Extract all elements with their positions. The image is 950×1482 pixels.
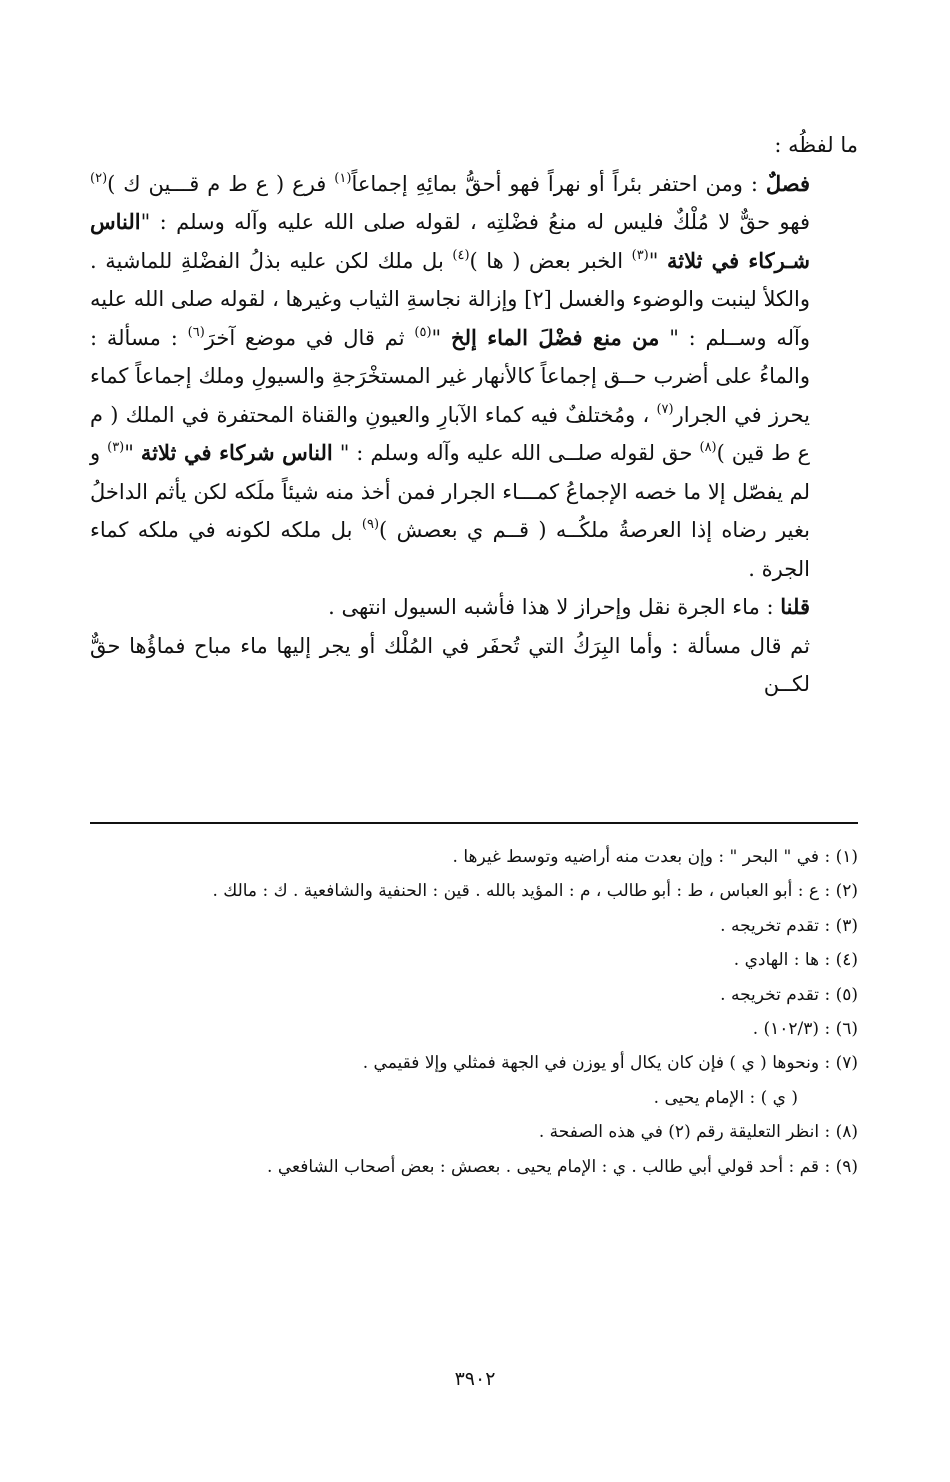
footnote-ref-9[interactable]: (٩) <box>361 517 380 532</box>
footnote-ref-4[interactable]: (٤) <box>452 247 470 263</box>
text-run: : مسألة : والماءُ على أضرب حــق إجماعاً كالأنهار غير المستخْرَجةِ والسيولِ وملك إجماعاً كماء يحرز في الجرار <box>90 325 810 427</box>
footnote-ref-5[interactable]: (٥) <box>414 324 432 340</box>
footnote-5: (٥) : تقدم تخريجه . <box>720 984 858 1005</box>
page-number: ٣٩٠٢ <box>454 1368 496 1390</box>
footnote-4: (٤) : ها : الهادي . <box>733 950 858 971</box>
footnote-2: (٢) : ع : أبو العباس ، ط : أبو طالب ، م : المؤيد بالله . قين : الحنفية والشافعية . ك : مالك . <box>212 881 858 902</box>
text-run: فهو حقٌّ لا مُلْكٌ فليس له منعُ فضْلتِه ، لقوله صلى الله عليه وآله وسلم : " <box>140 210 810 234</box>
footnote-ref-2[interactable]: (٢) <box>90 170 108 186</box>
footnote-7: (٧) : ونحوها ( ي ) فإن كان يكال أو يوزن في الجهة فمثلي وإلا فقيمي . <box>362 1053 858 1074</box>
text-run: الخبر بعض ( ها ) <box>469 248 632 273</box>
reply-paragraph <box>90 588 858 627</box>
footnote-ref-3-repeat[interactable]: (٣) <box>107 440 125 455</box>
footnote-ref-7[interactable]: (٧) <box>656 401 674 417</box>
text-run: " <box>648 248 667 273</box>
text-run: بل ملك لكن عليه بذلُ الفضْلةِ للماشية . والكلأ لينبت والوضوء والغسل [٢] وإزالة نجاسةِ الثياب وغيرها ، لقوله صلى الله عليه وآله وســلم : " <box>90 248 810 350</box>
footnote-7-continuation: ( ي ) : الإمام يحيى . <box>653 1087 798 1108</box>
footnotes <box>90 840 858 1184</box>
text-run: " <box>124 441 141 465</box>
footnote-ref-8[interactable]: (٨) <box>699 440 717 455</box>
section-heading: فصلٌ <box>765 170 810 196</box>
footnote-ref-3[interactable]: (٣) <box>631 247 649 263</box>
footnote-ref-6[interactable]: (٦) <box>187 324 205 340</box>
hadith-quote: الناس شـركاء في ثلاثة <box>90 209 811 273</box>
text-run: : ومن احتفر بئراً أو نهراً فهو أحقُّ بمائِهِ إجماعاً <box>351 171 766 196</box>
hadith-quote: الناس شركاء في ثلاثة <box>140 440 333 465</box>
text-run: و لم يفصّل إلا ما خصه الإجماعُ كمـــاء الجرار فمن أخذ منه شيئاً ملَكه لكن يأثم الداخلُ بغير رضاه إذا العرصةُ ملكُــه ( قــم ي بعصش ) <box>90 441 810 542</box>
footnote-8: (٨) : انظر التعليقة رقم (٢) في هذه الصفحة . <box>538 1122 858 1143</box>
footnote-1: (١) : في " البحر " : وإن بعدت منه أراضيه وتوسط غيرها . <box>452 847 858 867</box>
footnote-6: (٦) : (١٠٢/٣) . <box>752 1019 858 1040</box>
text-run: فرع ( ع ط م قـــين ك ) <box>107 171 335 196</box>
footnote-ref-1[interactable]: (١) <box>334 170 352 186</box>
continuation-paragraph: ثم قال مسألة : وأما البِرَكُ التي تُحفَر في المُلْك أو يجر إليها ماء مباح فماؤُها حقٌّ لكــن <box>90 633 810 696</box>
text-run: : ماء الجرة نقل وإحراز لا هذا فأشبه السيول انتهى . <box>328 595 781 619</box>
footnote-divider <box>90 822 858 824</box>
reply-heading: قلنا <box>780 594 810 619</box>
section-paragraph <box>90 165 858 589</box>
text-run: حق لقوله صلــى الله عليه وآله وسلم : " <box>332 441 700 465</box>
footnote-9: (٩) : قم : أحد قولي أبي طالب . ي : الإمام يحيى . بعصش : بعض أصحاب الشافعي . <box>267 1156 858 1177</box>
footnote-3: (٣) : تقدم تخريجه . <box>720 915 858 936</box>
text-run: " <box>431 325 452 350</box>
text-run: ثم قال في موضع آخرَ <box>204 325 415 350</box>
intro-line: ما لفظُه : <box>774 133 858 157</box>
text-run: بل ملكه لكونه في ملكه كماء الجرة . <box>90 518 810 581</box>
hadith-quote: من منع فضْلَ الماء إلخ <box>451 324 660 350</box>
main-text <box>90 126 858 704</box>
text-run: ، ومُختلفٌ فيه كماء الآبارِ والعيونِ والقناة المحتفرة في الملك ( م ع ط قين ) <box>90 402 811 465</box>
